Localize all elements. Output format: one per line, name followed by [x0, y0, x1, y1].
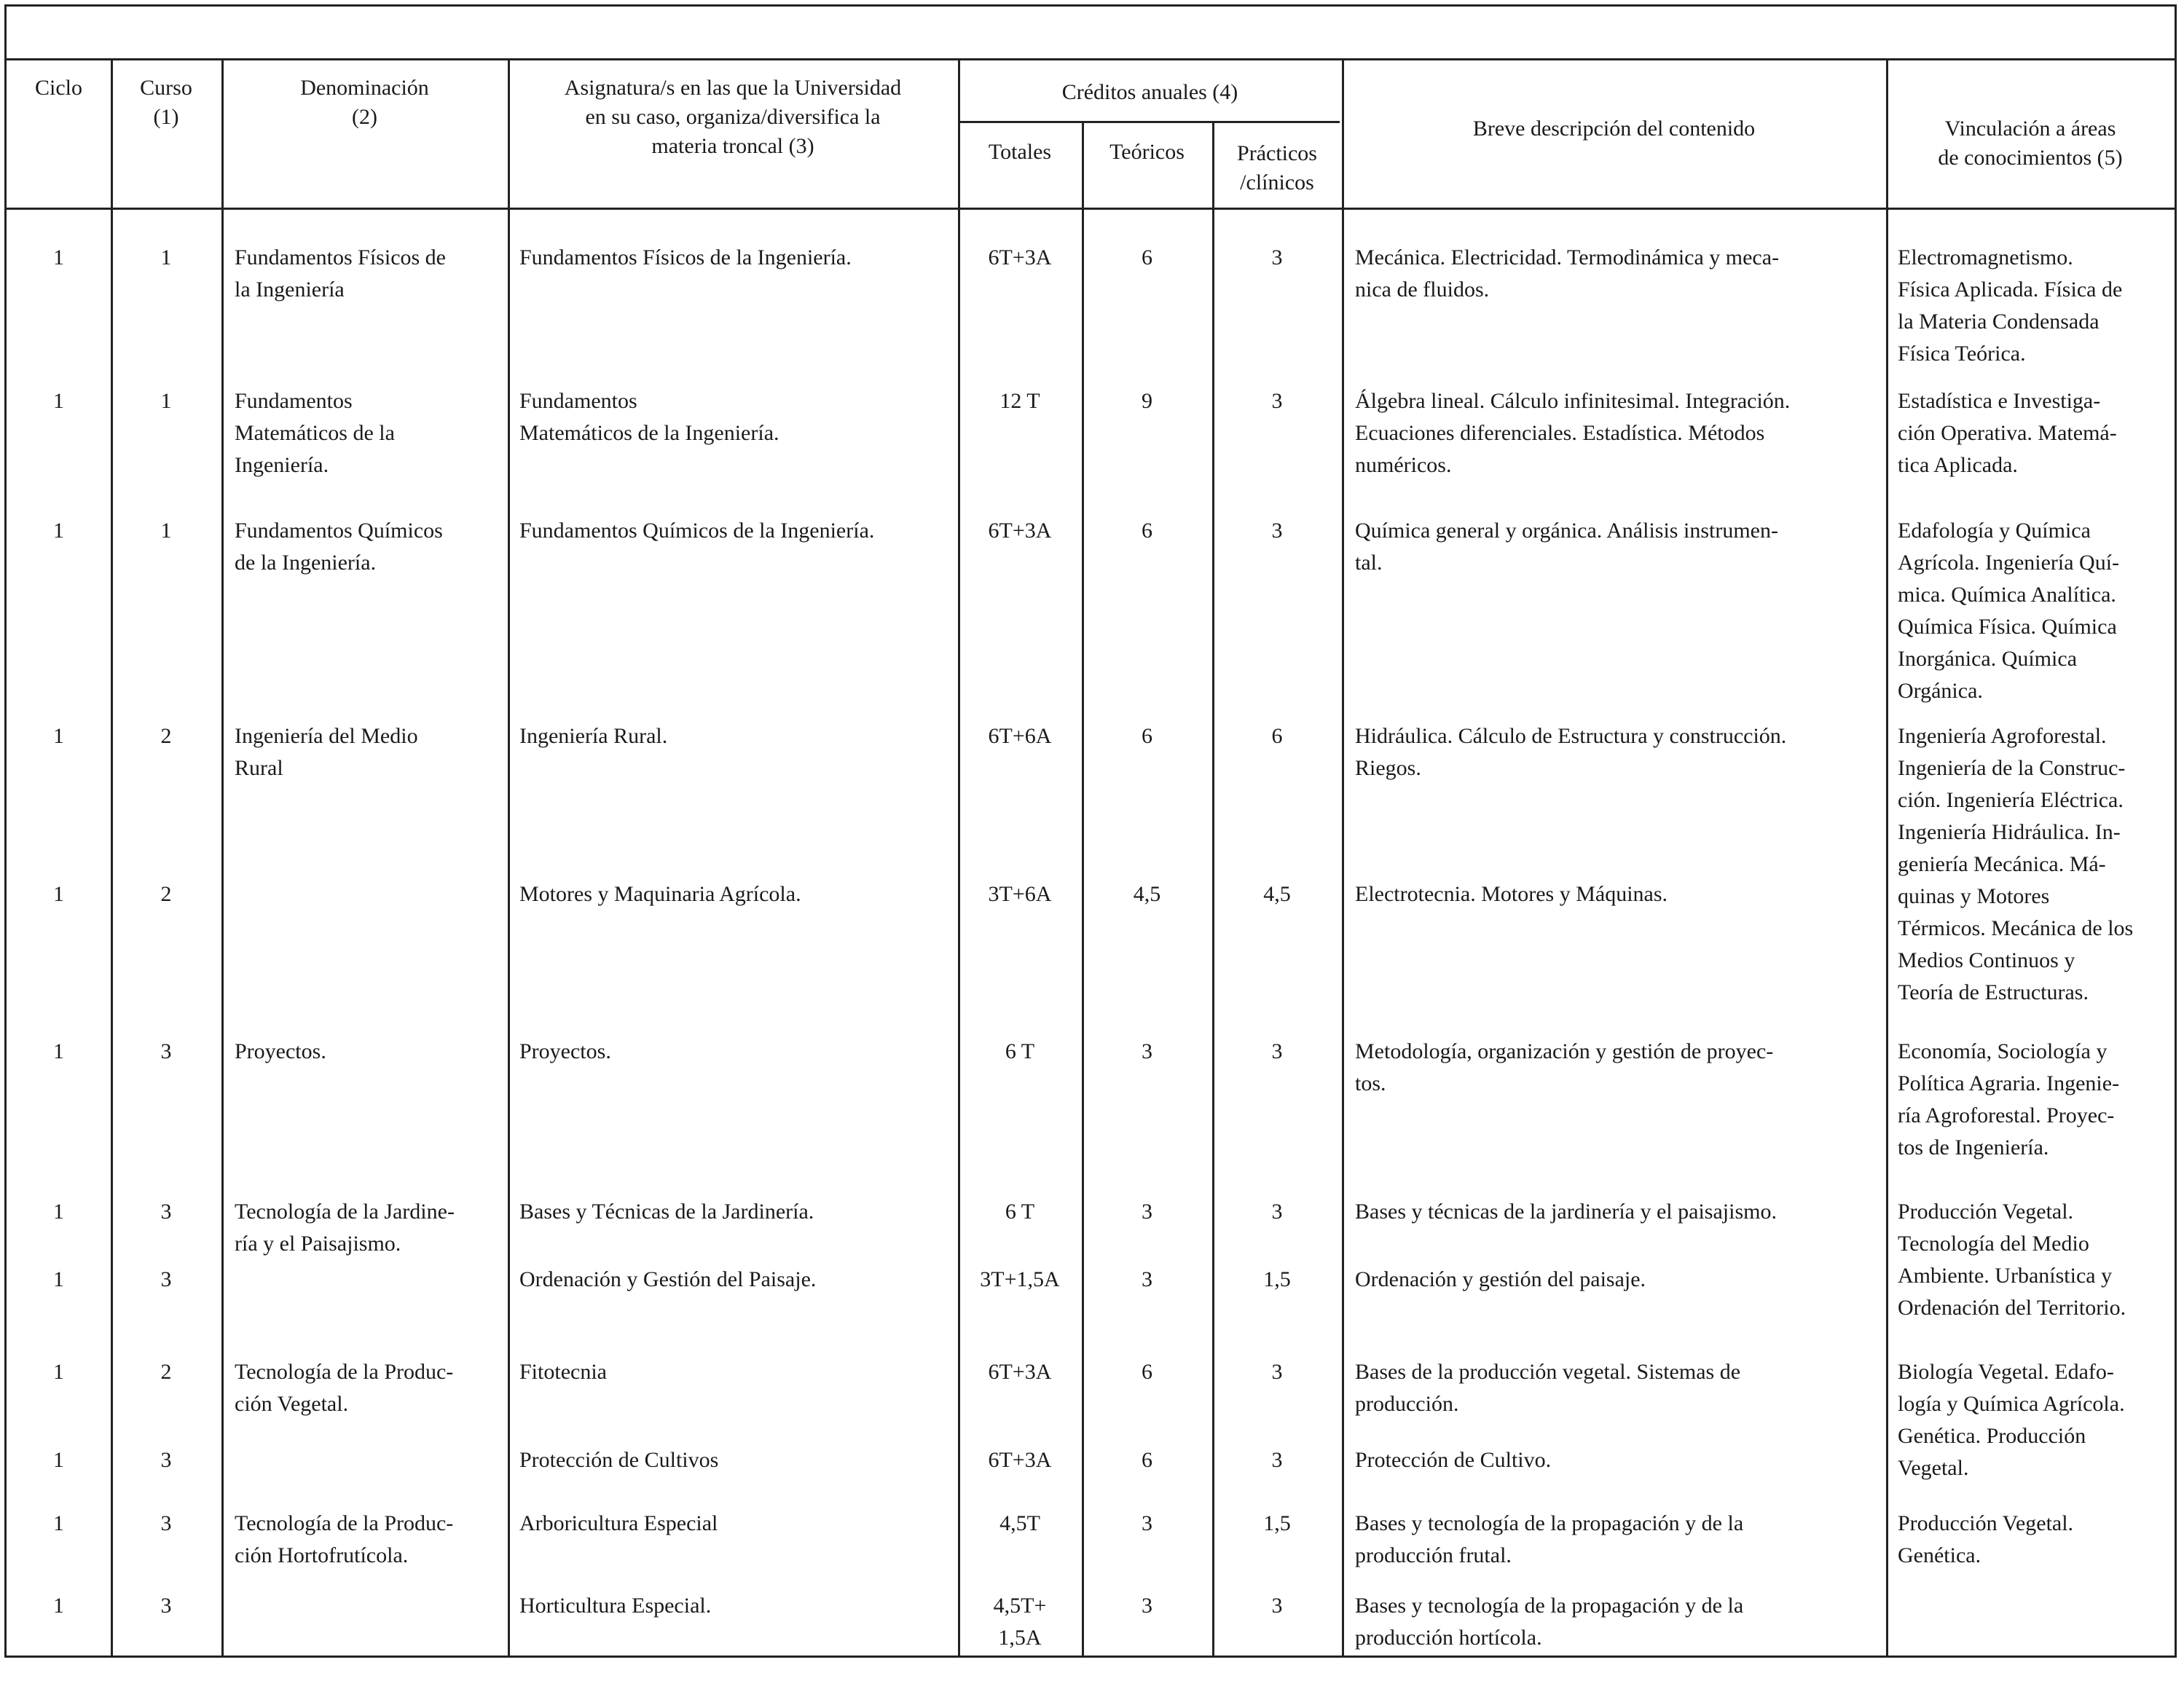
cell-teoricos: 6 — [1142, 245, 1152, 269]
cell-descripcion: Bases y tecnología de la propagación y de la producción frutal. — [1355, 1511, 1744, 1567]
cell-denominacion: Ingeniería del Medio Rural — [235, 724, 418, 780]
header-ciclo: Ciclo — [35, 76, 82, 100]
cell-totales: 6 T — [1005, 1200, 1035, 1224]
cell-totales: 6T+3A — [988, 519, 1052, 543]
cell-denominacion: Tecnología de la Produc- ción Vegetal. — [235, 1360, 454, 1416]
cell-asignatura: Fundamentos Matemáticos de la Ingeniería. — [519, 389, 779, 445]
cell-practicos: 6 — [1271, 724, 1283, 748]
cell-descripcion: Electrotecnia. Motores y Máquinas. — [1355, 882, 1668, 906]
header-creditos: Créditos anuales (4) — [1061, 80, 1238, 104]
cell-asignatura: Bases y Técnicas de la Jardinería. — [519, 1200, 814, 1224]
cell-denominacion: Tecnología de la Jardine- ría y el Paisajismo. — [235, 1200, 455, 1256]
cell-practicos: 3 — [1271, 1360, 1283, 1384]
cell-totales: 4,5T — [999, 1511, 1040, 1535]
cell-descripcion: Protección de Cultivo. — [1355, 1448, 1552, 1472]
creditos-subdivider — [958, 121, 1340, 123]
header-vinculacion: Vinculación a áreas de conocimientos (5) — [1938, 117, 2123, 170]
cell-practicos: 3 — [1271, 519, 1283, 543]
cell-teoricos: 3 — [1142, 1594, 1152, 1618]
cell-denominacion: Proyectos. — [235, 1039, 326, 1063]
cell-curso: 3 — [160, 1511, 172, 1535]
cell-totales: 12 T — [999, 389, 1040, 413]
cell-ciclo: 1 — [53, 724, 64, 748]
cell-asignatura: Protección de Cultivos — [519, 1448, 719, 1472]
cell-asignatura: Fundamentos Químicos de la Ingeniería. — [519, 519, 875, 543]
header-denominacion: Denominación (2) — [300, 76, 429, 129]
cell-denominacion: Tecnología de la Produc- ción Hortofrutícola. — [235, 1511, 454, 1567]
cell-ciclo: 1 — [53, 1594, 64, 1618]
cell-asignatura: Ordenación y Gestión del Paisaje. — [519, 1267, 817, 1291]
cell-denominacion: Fundamentos Matemáticos de la Ingeniería. — [235, 389, 395, 477]
cell-curso: 1 — [160, 245, 172, 269]
cell-vinculacion: Ingeniería Agroforestal. Ingeniería de la Construc- ción. Ingeniería Eléctrica. Ingeniería Hidráulica. In- geniería Mecánica. Má- quinas y Motores Térmicos. Mecánica de los Medios Continuos y Teoría de Estructuras. — [1898, 724, 2134, 1004]
cell-vinculacion: Producción Vegetal. Tecnología del Medio Ambiente. Urbanística y Ordenación del Territorio. — [1898, 1200, 2126, 1320]
cell-ciclo: 1 — [53, 882, 64, 906]
cell-ciclo: 1 — [53, 1200, 64, 1224]
cell-teoricos: 9 — [1142, 389, 1152, 413]
header-teoricos: Teóricos — [1109, 140, 1185, 164]
troncales-table — [4, 4, 2177, 1658]
cell-ciclo: 1 — [53, 1448, 64, 1472]
cell-curso: 3 — [160, 1594, 172, 1618]
cell-practicos: 3 — [1271, 389, 1283, 413]
header-totales: Totales — [988, 140, 1052, 164]
cell-practicos: 3 — [1271, 1200, 1283, 1224]
cell-ciclo: 1 — [53, 1039, 64, 1063]
cell-descripcion: Metodología, organización y gestión de proyec- tos. — [1355, 1039, 1774, 1095]
cell-vinculacion: Producción Vegetal. Genética. — [1898, 1511, 2074, 1567]
header-curso: Curso (1) — [140, 76, 192, 129]
cell-teoricos: 6 — [1142, 519, 1152, 543]
cell-teoricos: 4,5 — [1133, 882, 1161, 906]
cell-ciclo: 1 — [53, 389, 64, 413]
cell-teoricos: 3 — [1142, 1267, 1152, 1291]
cell-descripcion: Bases y técnicas de la jardinería y el paisajismo. — [1355, 1200, 1777, 1224]
cell-curso: 1 — [160, 519, 172, 543]
cell-teoricos: 6 — [1142, 1448, 1152, 1472]
cell-asignatura: Horticultura Especial. — [519, 1594, 712, 1618]
cell-totales: 4,5T+ 1,5A — [993, 1594, 1047, 1650]
cell-practicos: 1,5 — [1263, 1267, 1291, 1291]
cell-teoricos: 6 — [1142, 1360, 1152, 1384]
cell-asignatura: Ingeniería Rural. — [519, 724, 668, 748]
cell-denominacion: Fundamentos Físicos de la Ingeniería — [235, 245, 446, 302]
cell-asignatura: Fundamentos Físicos de la Ingeniería. — [519, 245, 852, 269]
cell-curso: 2 — [160, 882, 172, 906]
cell-curso: 3 — [160, 1448, 172, 1472]
cell-curso: 3 — [160, 1267, 172, 1291]
cell-totales: 6T+3A — [988, 1360, 1052, 1384]
cell-asignatura: Arboricultura Especial — [519, 1511, 718, 1535]
cell-descripcion: Química general y orgánica. Análisis instrumen- tal. — [1355, 519, 1778, 575]
header-divider — [7, 208, 2175, 210]
cell-curso: 3 — [160, 1039, 172, 1063]
cell-asignatura: Motores y Maquinaria Agrícola. — [519, 882, 801, 906]
cell-totales: 3T+1,5A — [980, 1267, 1060, 1291]
cell-practicos: 3 — [1271, 245, 1283, 269]
cell-practicos: 3 — [1271, 1039, 1283, 1063]
cell-descripcion: Bases y tecnología de la propagación y de la producción hortícola. — [1355, 1594, 1744, 1650]
cell-asignatura: Fitotecnia — [519, 1360, 607, 1384]
cell-ciclo: 1 — [53, 1511, 64, 1535]
cell-totales: 6T+3A — [988, 1448, 1052, 1472]
cell-ciclo: 1 — [53, 1267, 64, 1291]
cell-curso: 2 — [160, 1360, 172, 1384]
cell-ciclo: 1 — [53, 1360, 64, 1384]
cell-totales: 6T+3A — [988, 245, 1052, 269]
cell-vinculacion: Biología Vegetal. Edafo- logía y Química Agrícola. Genética. Producción Vegetal. — [1898, 1360, 2125, 1480]
cell-curso: 2 — [160, 724, 172, 748]
cell-descripcion: Ordenación y gestión del paisaje. — [1355, 1267, 1646, 1291]
cell-teoricos: 3 — [1142, 1200, 1152, 1224]
header-practicos: Prácticos /clínicos — [1237, 141, 1317, 194]
cell-vinculacion: Electromagnetismo. Física Aplicada. Física de la Materia Condensada Física Teórica. — [1898, 245, 2123, 366]
cell-descripcion: Bases de la producción vegetal. Sistemas de producción. — [1355, 1360, 1741, 1416]
cell-curso: 3 — [160, 1200, 172, 1224]
cell-vinculacion: Edafología y Química Agrícola. Ingeniería Quí- mica. Química Analítica. Química Física. Química Inorgánica. Química Orgánica. — [1898, 519, 2120, 703]
cell-totales: 6T+6A — [988, 724, 1052, 748]
cell-practicos: 4,5 — [1263, 882, 1291, 906]
cell-denominacion: Fundamentos Químicos de la Ingeniería. — [235, 519, 443, 575]
cell-practicos: 3 — [1271, 1448, 1283, 1472]
cell-practicos: 3 — [1271, 1594, 1283, 1618]
cell-curso: 1 — [160, 389, 172, 413]
cell-totales: 3T+6A — [988, 882, 1052, 906]
cell-teoricos: 6 — [1142, 724, 1152, 748]
cell-teoricos: 3 — [1142, 1511, 1152, 1535]
header-asignatura: Asignatura/s en las que la Universidad en su caso, organiza/diversifica la materia troncal (3) — [564, 76, 902, 158]
cell-practicos: 1,5 — [1263, 1511, 1291, 1535]
title-divider — [7, 58, 2175, 60]
cell-descripcion: Hidráulica. Cálculo de Estructura y construcción. Riegos. — [1355, 724, 1787, 780]
cell-descripcion: Álgebra lineal. Cálculo infinitesimal. Integración. Ecuaciones diferenciales. Estadística. Métodos numéricos. — [1355, 389, 1791, 477]
header-descripcion: Breve descripción del contenido — [1472, 117, 1756, 141]
cell-descripcion: Mecánica. Electricidad. Termodinámica y meca- nica de fluidos. — [1355, 245, 1780, 302]
cell-vinculacion: Economía, Sociología y Política Agraria. Ingenie- ría Agroforestal. Proyec- tos de Ingeniería. — [1898, 1039, 2120, 1160]
cell-teoricos: 3 — [1142, 1039, 1152, 1063]
cell-ciclo: 1 — [53, 245, 64, 269]
cell-totales: 6 T — [1005, 1039, 1035, 1063]
cell-vinculacion: Estadística e Investiga- ción Operativa. Matemá- tica Aplicada. — [1898, 389, 2117, 477]
cell-ciclo: 1 — [53, 519, 64, 543]
cell-asignatura: Proyectos. — [519, 1039, 611, 1063]
